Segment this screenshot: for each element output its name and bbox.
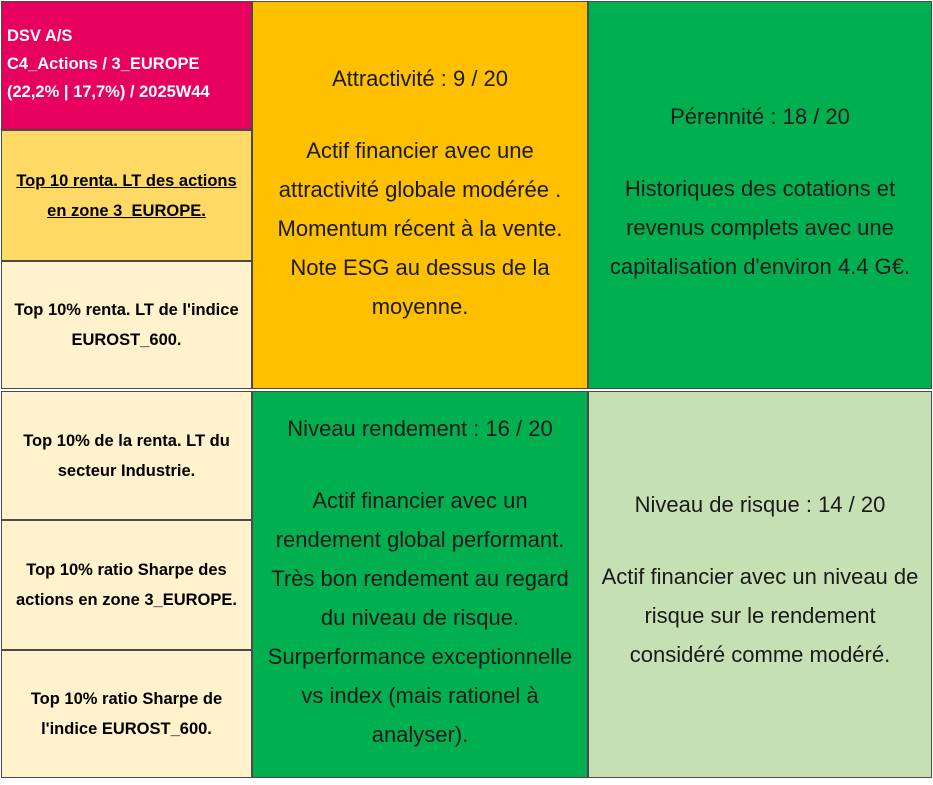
attractivite-description: Actif financier avec une attractivité globale modérée . Momentum récent à la vente. Note ESG au dessus de la moyenne. (277, 138, 563, 319)
perennite-panel (588, 1, 932, 389)
ranking-cell-sharpe-indice (1, 650, 252, 778)
risque-title: Niveau de risque : 14 / 20 (634, 492, 886, 517)
asset-category: C4_Actions / 3_EUROPE (7, 55, 200, 73)
perennite-description: Historiques des cotations et revenus complets avec une capitalisation d'environ 4.4 G€. (609, 176, 911, 279)
ranking-cell-actions-zone (1, 130, 252, 261)
ranking-cell-sharpe-zone (1, 520, 252, 650)
risque-description: Actif financier avec un niveau de risque sur le rendement considéré comme modéré. (601, 564, 919, 667)
asset-performance-week: (22,2% | 17,7%) / 2025W44 (7, 83, 210, 101)
attractivite-panel (252, 1, 588, 389)
rendement-panel (252, 391, 588, 778)
ranking-cell-indice (1, 261, 252, 389)
ranking-text: Top 10% renta. LT de l'indice EUROST_600. (14, 301, 239, 349)
ranking-cell-secteur (1, 391, 252, 520)
attractivite-title: Attractivité : 9 / 20 (331, 66, 509, 91)
asset-header (1, 1, 252, 130)
ranking-text: Top 10% ratio Sharpe de l'indice EUROST_600. (30, 690, 223, 738)
asset-name: DSV A/S (7, 27, 73, 45)
ranking-text: Top 10 renta. LT des actions en zone 3_EUROPE. (16, 171, 237, 220)
perennite-title: Pérennité : 18 / 20 (670, 104, 850, 129)
rendement-title: Niveau rendement : 16 / 20 (287, 416, 553, 441)
ranking-text: Top 10% de la renta. LT du secteur Industrie. (23, 431, 230, 480)
risque-panel (588, 391, 932, 778)
rendement-description: Actif financier avec un rendement global performant. Très bon rendement au regard du niveau de risque. Surperformance exceptionnelle vs index (mais rationel à analyser). (267, 488, 573, 747)
ranking-text: Top 10% ratio Sharpe des actions en zone 3_EUROPE. (16, 561, 237, 609)
